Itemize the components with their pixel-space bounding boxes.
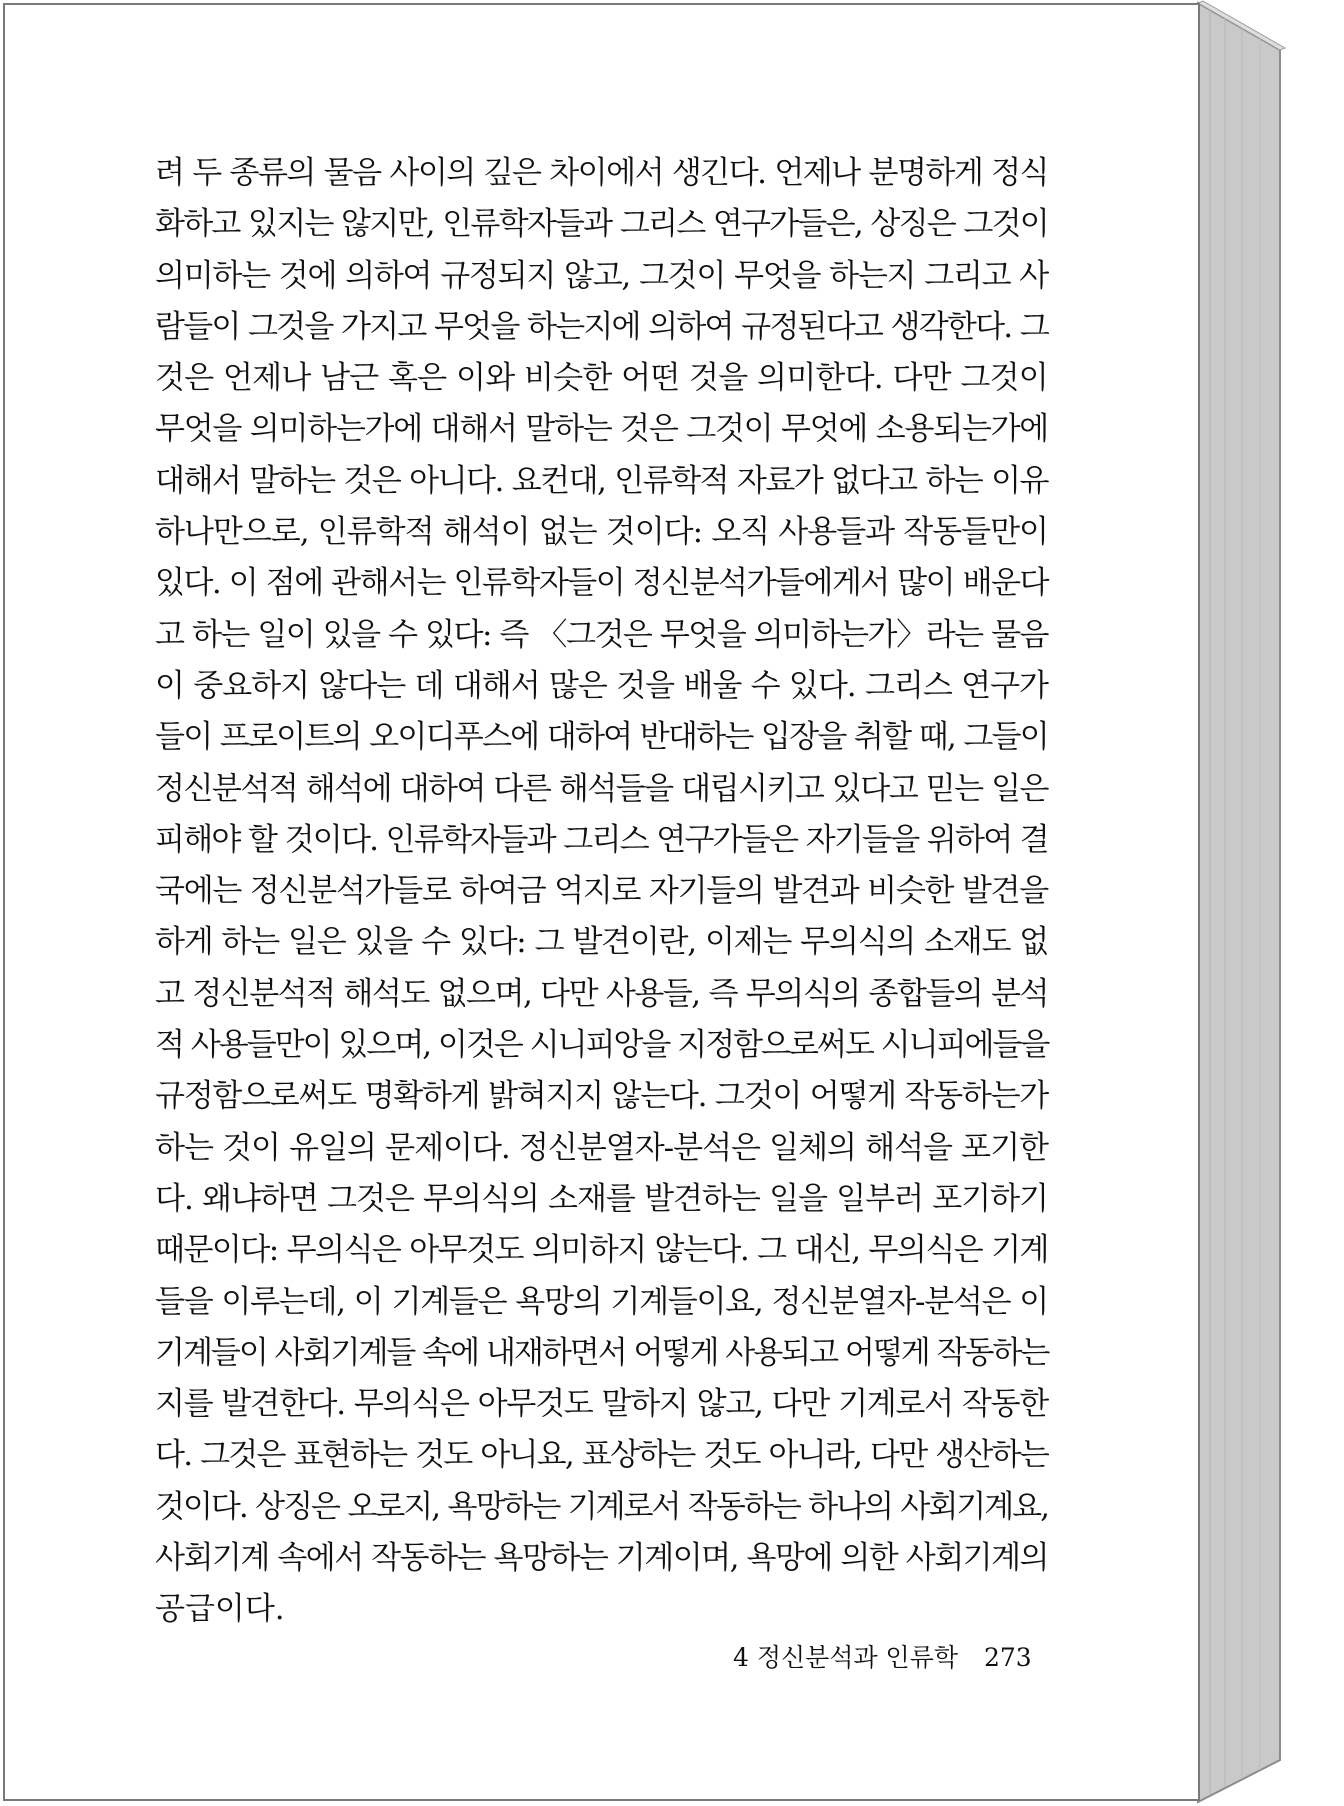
text-line: 지를 발견한다. 무의식은 아무것도 말하지 않고, 다만 기계로서 작동한	[155, 1386, 1048, 1423]
text-line: 다. 왜냐하면 그것은 무의식의 소재를 발견하는 일을 일부러 포기하기	[155, 1180, 1048, 1217]
text-line: 대해서 말하는 것은 아니다. 요컨대, 인류학적 자료가 없다고 하는 이유	[155, 462, 1048, 499]
text-line: 하는 것이 유일의 문제이다. 정신분열자-분석은 일체의 해석을 포기한	[155, 1129, 1048, 1166]
text-line: 고 정신분석적 해석도 없으며, 다만 사용들, 즉 무의식의 종합들의 분석	[155, 975, 1048, 1012]
page-footer	[733, 1638, 1053, 1674]
text-line: 들을 이루는데, 이 기계들은 욕망의 기계들이요, 정신분열자-분석은 이	[155, 1283, 1048, 1320]
body-text	[155, 148, 1048, 1636]
text-line: 것이다. 상징은 오로지, 욕망하는 기계로서 작동하는 하나의 사회기계요,	[155, 1488, 1048, 1525]
text-line: 것은 언제나 남근 혹은 이와 비슷한 어떤 것을 의미한다. 다만 그것이	[155, 360, 1048, 397]
text-line: 다. 그것은 표현하는 것도 아니요, 표상하는 것도 아니라, 다만 생산하는	[155, 1437, 1048, 1474]
text-line: 규정함으로써도 명확하게 밝혀지지 않는다. 그것이 어떻게 작동하는가	[155, 1078, 1048, 1115]
text-line: 피해야 할 것이다. 인류학자들과 그리스 연구가들은 자기들을 위하여 결	[155, 821, 1048, 858]
text-line: 하게 하는 일은 있을 수 있다: 그 발견이란, 이제는 무의식의 소재도 없	[155, 924, 1048, 961]
text-line: 때문이다: 무의식은 아무것도 의미하지 않는다. 그 대신, 무의식은 기계	[155, 1232, 1048, 1269]
text-line: 무엇을 의미하는가에 대해서 말하는 것은 그것이 무엇에 소용되는가에	[155, 411, 1048, 448]
page-number: 273	[983, 1643, 1032, 1672]
text-line: 이 중요하지 않다는 데 대해서 많은 것을 배울 수 있다. 그리스 연구가	[155, 667, 1048, 704]
text-line: 사회기계 속에서 작동하는 욕망하는 기계이며, 욕망에 의한 사회기계의	[155, 1540, 1048, 1577]
text-line: 공급이다.	[155, 1591, 285, 1628]
text-line: 람들이 그것을 가지고 무엇을 하는지에 의하여 규정된다고 생각한다. 그	[155, 308, 1048, 345]
text-line: 의미하는 것에 의하여 규정되지 않고, 그것이 무엇을 하는지 그리고 사	[155, 257, 1048, 294]
text-line: 고 하는 일이 있을 수 있다: 즉 〈그것은 무엇을 의미하는가〉라는 물음	[155, 616, 1048, 653]
text-line: 기계들이 사회기계들 속에 내재하면서 어떻게 사용되고 어떻게 작동하는	[155, 1334, 1049, 1371]
text-line: 적 사용들만이 있으며, 이것은 시니피앙을 지정함으로써도 시니피에들을	[155, 1027, 1049, 1064]
text-line: 려 두 종류의 물음 사이의 깊은 차이에서 생긴다. 언제나 분명하게 정식	[155, 155, 1048, 191]
text-line: 국에는 정신분석가들로 하여금 억지로 자기들의 발견과 비슷한 발견을	[155, 873, 1048, 910]
text-line: 정신분석적 해석에 대하여 다른 해석들을 대립시키고 있다고 믿는 일은	[155, 770, 1048, 807]
text-line: 화하고 있지는 않지만, 인류학자들과 그리스 연구가들은, 상징은 그것이	[155, 206, 1048, 243]
text-line: 있다. 이 점에 관해서는 인류학자들이 정신분석가들에게서 많이 배운다	[155, 565, 1048, 602]
chapter-title: 4 정신분석과 인류학	[733, 1643, 958, 1672]
text-line: 들이 프로이트의 오이디푸스에 대하여 반대하는 입장을 취할 때, 그들이	[155, 719, 1048, 756]
text-line: 하나만으로, 인류학적 해석이 없는 것이다: 오직 사용들과 작동들만이	[155, 514, 1048, 551]
